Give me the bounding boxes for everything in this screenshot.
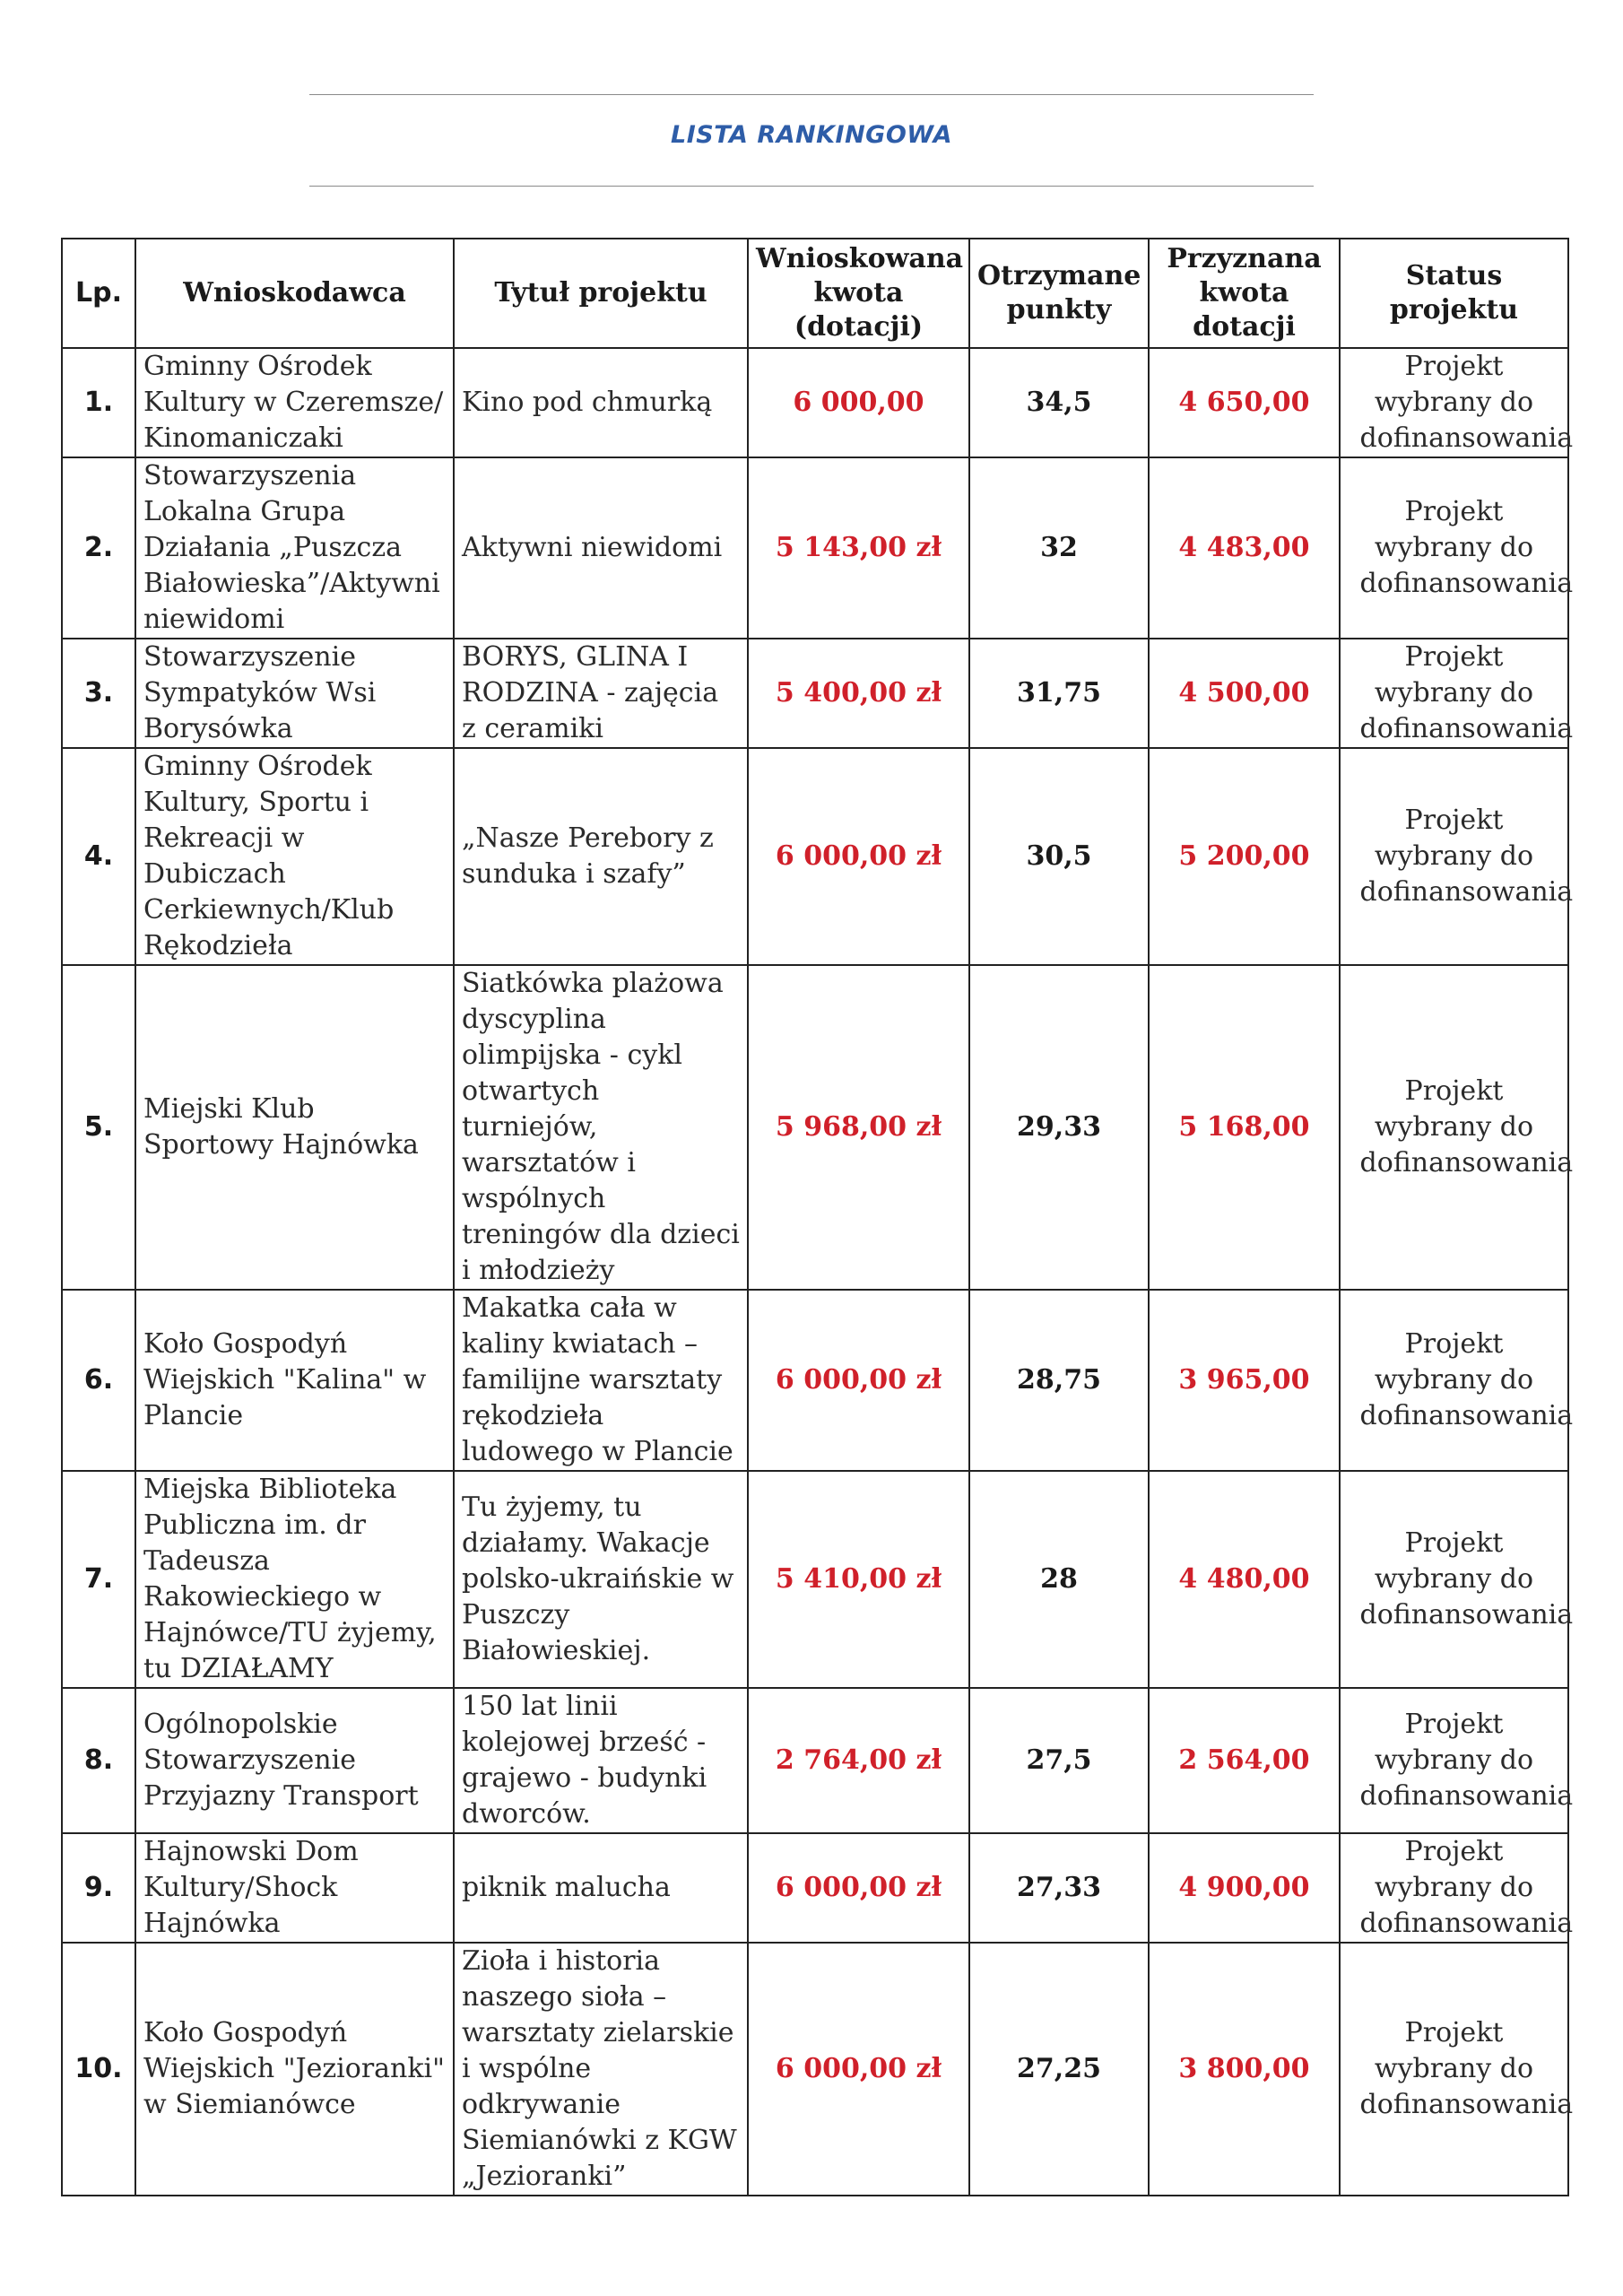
row-status-text: Projekt wybrany do dofinansowania [1359,1527,1574,1631]
row-status [1340,457,1574,639]
table-row [62,1290,1568,1471]
table-row [62,1688,1568,1833]
row-status [1340,965,1574,1290]
row-requested-amount: 6 000,00 zł [748,1290,969,1471]
table-row [62,1833,1568,1943]
row-lp: 6. [62,1290,135,1471]
row-status-text: Projekt wybrany do dofinansowania [1359,1075,1574,1178]
col-header-requested: Wnioskowana kwota (dotacji) [748,239,969,348]
row-points: 29,33 [969,965,1149,1290]
row-awarded-amount: 5 168,00 [1149,965,1340,1290]
row-status-text: Projekt wybrany do dofinansowania [1359,1709,1574,1812]
row-project-title: Aktywni niewidomi [454,457,748,639]
row-awarded-amount: 4 483,00 [1149,457,1340,639]
row-awarded-amount: 3 965,00 [1149,1290,1340,1471]
row-points: 32 [969,457,1149,639]
row-status-text: Projekt wybrany do dofinansowania [1359,1836,1574,1939]
row-awarded-amount: 4 900,00 [1149,1833,1340,1943]
row-awarded-amount: 5 200,00 [1149,748,1340,965]
row-requested-amount: 5 968,00 zł [748,965,969,1290]
row-lp: 7. [62,1471,135,1688]
row-requested-amount: 6 000,00 zł [748,748,969,965]
row-lp: 9. [62,1833,135,1943]
row-applicant: Miejska Biblioteka Publiczna im. dr Tadeusza Rakowieckiego w Hajnówce/TU żyjemy, tu DZIAŁAMY [135,1471,454,1688]
row-lp: 8. [62,1688,135,1833]
row-points: 30,5 [969,748,1149,965]
table-row [62,457,1568,639]
row-project-title: „Nasze Perebory z sunduka i szafy” [454,748,748,965]
row-status-text: Projekt wybrany do dofinansowania [1359,1328,1574,1431]
header-rule-bottom [309,186,1314,187]
row-status-text: Projekt wybrany do dofinansowania [1359,641,1574,744]
row-lp: 1. [62,348,135,457]
col-header-status: Status projektu [1340,239,1568,348]
table-row [62,348,1568,457]
row-awarded-amount: 4 650,00 [1149,348,1340,457]
ranking-table [61,238,1574,2196]
row-lp: 2. [62,457,135,639]
row-status [1340,348,1574,457]
row-status [1340,1471,1574,1688]
col-header-project-title: Tytuł projektu [454,239,748,348]
row-status [1340,748,1574,965]
table-body [62,348,1574,2196]
table-row [62,965,1568,1290]
row-status-text: Projekt wybrany do dofinansowania [1359,351,1574,454]
row-project-title: Tu żyjemy, tu działamy. Wakacje polsko-ukraińskie w Puszczy Białowieskiej. [454,1471,748,1688]
row-applicant: Gminny Ośrodek Kultury, Sportu i Rekreacji w Dubiczach Cerkiewnych/Klub Rękodzieła [135,748,454,965]
row-applicant: Hajnowski Dom Kultury/Shock Hajnówka [135,1833,454,1943]
table-row [62,639,1568,748]
row-status-text: Projekt wybrany do dofinansowania [1359,496,1574,599]
row-status-text: Projekt wybrany do dofinansowania [1359,2017,1574,2120]
row-applicant: Gminny Ośrodek Kultury w Czeremsze/ Kinomaniczaki [135,348,454,457]
row-lp: 4. [62,748,135,965]
row-status [1340,639,1574,748]
row-project-title: piknik malucha [454,1833,748,1943]
row-status [1340,1833,1574,1943]
row-points: 34,5 [969,348,1149,457]
row-awarded-amount: 4 480,00 [1149,1471,1340,1688]
col-header-awarded: Przyznana kwota dotacji [1149,239,1340,348]
row-awarded-amount: 2 564,00 [1149,1688,1340,1833]
col-header-applicant: Wnioskodawca [135,239,454,348]
row-requested-amount: 5 400,00 zł [748,639,969,748]
row-requested-amount: 2 764,00 zł [748,1688,969,1833]
row-requested-amount: 5 410,00 zł [748,1471,969,1688]
row-applicant: Koło Gospodyń Wiejskich "Kalina" w Plancie [135,1290,454,1471]
row-awarded-amount: 3 800,00 [1149,1943,1340,2196]
row-points: 28 [969,1471,1149,1688]
row-project-title: Siatkówka plażowa dyscyplina olimpijska - cykl otwartych turniejów, warsztatów i wspólnych treningów dla dzieci i młodzieży [454,965,748,1290]
row-project-title: 150 lat linii kolejowej brześć - grajewo - budynki dworców. [454,1688,748,1833]
row-points: 31,75 [969,639,1149,748]
row-status [1340,1290,1574,1471]
document-title: LISTA RANKINGOWA [671,121,952,149]
row-lp: 3. [62,639,135,748]
row-status [1340,1943,1574,2196]
row-project-title: Makatka cała w kaliny kwiatach – familijne warsztaty rękodzieła ludowego w Plancie [454,1290,748,1471]
row-applicant: Stowarzyszenia Lokalna Grupa Działania „Puszcza Białowieska”/Aktywni niewidomi [135,457,454,639]
row-status-text: Projekt wybrany do dofinansowania [1359,804,1574,908]
row-project-title: BORYS, GLINA I RODZINA - zajęcia z ceramiki [454,639,748,748]
row-status [1340,1688,1574,1833]
row-points: 28,75 [969,1290,1149,1471]
row-applicant: Ogólnopolskie Stowarzyszenie Przyjazny Transport [135,1688,454,1833]
col-header-points: Otrzymane punkty [969,239,1149,348]
table-row [62,1471,1568,1688]
row-requested-amount: 6 000,00 zł [748,1833,969,1943]
row-points: 27,33 [969,1833,1149,1943]
row-points: 27,25 [969,1943,1149,2196]
row-points: 27,5 [969,1688,1149,1833]
row-requested-amount: 5 143,00 zł [748,457,969,639]
row-applicant: Miejski Klub Sportowy Hajnówka [135,965,454,1290]
table-row [62,1943,1568,2196]
table-row [62,748,1568,965]
header-rule-top [309,94,1314,95]
row-requested-amount: 6 000,00 [748,348,969,457]
row-applicant: Koło Gospodyń Wiejskich "Jezioranki" w Siemianówce [135,1943,454,2196]
row-lp: 5. [62,965,135,1290]
col-header-lp: Lp. [62,239,135,348]
row-awarded-amount: 4 500,00 [1149,639,1340,748]
row-lp: 10. [62,1943,135,2196]
row-project-title: Kino pod chmurką [454,348,748,457]
row-applicant: Stowarzyszenie Sympatyków Wsi Borysówka [135,639,454,748]
row-requested-amount: 6 000,00 zł [748,1943,969,2196]
table-header [62,239,1568,348]
row-project-title: Zioła i historia naszego sioła – warsztaty zielarskie i wspólne odkrywanie Siemianówki z KGW „Jezioranki” [454,1943,748,2196]
header-row [62,239,1568,348]
